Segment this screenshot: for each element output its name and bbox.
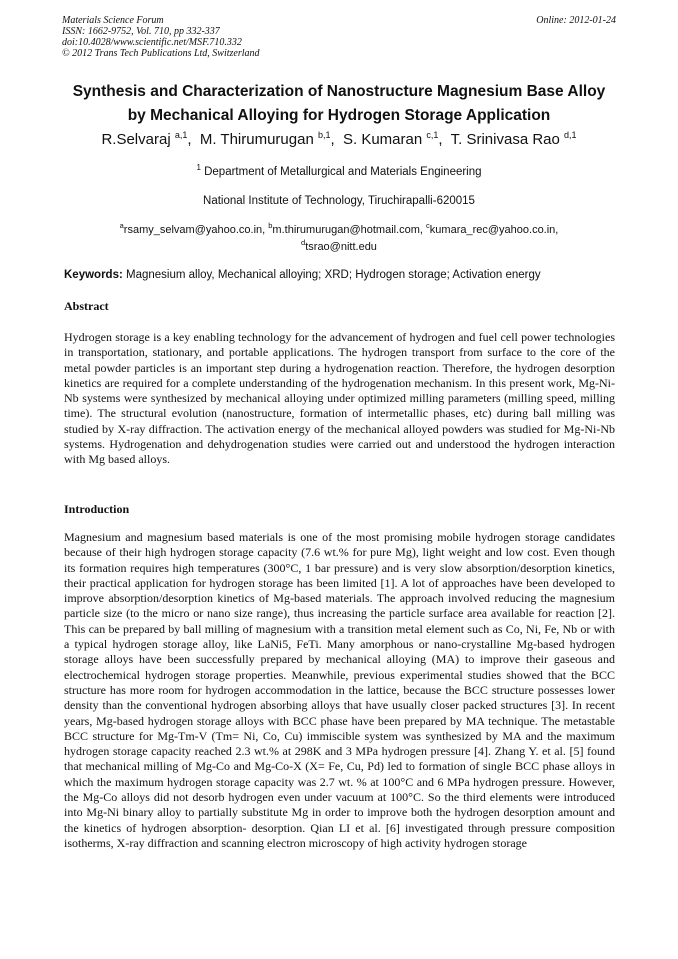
author-superscript: d,1 bbox=[564, 130, 577, 140]
email-superscript: d bbox=[301, 238, 306, 247]
doi-line: doi:10.4028/www.scientific.net/MSF.710.332 bbox=[62, 37, 242, 48]
author-name: M. Thirumurugan bbox=[199, 131, 314, 148]
email-superscript: b bbox=[268, 221, 273, 230]
paper-title bbox=[55, 80, 623, 128]
affiliation-department bbox=[55, 165, 623, 179]
keywords-label: Keywords: bbox=[64, 269, 123, 281]
author-name: T. Srinivasa Rao bbox=[450, 131, 560, 148]
author-emails bbox=[55, 222, 623, 256]
keywords-text: Magnesium alloy, Mechanical alloying; XRD; Hydrogen storage; Activation energy bbox=[126, 269, 541, 281]
journal-name: Materials Science Forum bbox=[62, 15, 164, 26]
email-superscript: a bbox=[119, 221, 124, 230]
keywords-line bbox=[64, 268, 616, 282]
author-name: S. Kumaran bbox=[343, 131, 423, 148]
title-line-2: by Mechanical Alloying for Hydrogen Storage Application bbox=[127, 107, 551, 124]
abstract-body: Hydrogen storage is a key enabling technology for the advancement of hydrogen and fuel cell power technologies in transportation, stationary, and portable applications. The hydrogen transport from surface to the core of the metal powder particles is an important step during a hydrogenation reaction. Therefore, the hydrogen desorption kinetics are required for a complete understanding of the hydrogenation mechanism. In this present work, Mg-Ni-Nb systems were synthesized by mechanical alloying under optimized milling parameters (milling speed, milling time). The structural evolution (nanostructure, formation of intermetallic phases, etc) during ball milling was studied by X-ray diffraction. The activation energy of the mechanical alloyed powders was studied for Mg-Ni-Nb systems. Hydrogenation and dehydrogenation studies were carried out and understood the hydrogen interaction with Mg based alloys. bbox=[64, 330, 615, 467]
email-address[interactable]: tsrao@nitt.edu bbox=[305, 241, 377, 253]
title-line-1: Synthesis and Characterization of Nanostructure Magnesium Base Alloy bbox=[72, 83, 606, 100]
introduction-body: Magnesium and magnesium based materials is one of the most promising mobile hydrogen storage candidates because of their high hydrogen storage capacity (7.6 wt.% for pure Mg), light weight and low cost. Even though its formation requires high temperatures (300°C, 1 bar pressure) and is very slow absorption/desorption kinetics, their practical application for hydrogen storage has been limited [1]. A lot of approaches have been developed to improve absorption/desorption kinetics of Mg-based materials. The approach involved reducing the magnesium particle size (to the micro or nano size range), thus increasing the particle surface area available for reaction [2]. This can be prepared by ball milling of magnesium with a transition metal element such as Co, Ni, Fe, Nb or with a typical hydrogen storage alloy, like LaNi5, FeTi. Many amorphous or nano-crystalline Mg-based hydrogen storage alloys have been successfully prepared by mechanical alloying (MA) to improve their gaseous and electrochemical hydrogen storage properties. Meanwhile, previous experimental studies showed that the BCC structure has more room for hydrogen accommodation in the lattice, because the BCC structure possesses lower density than the conventional hydrogen absorbing alloys that have usually closer packed structures [3]. In recent years, Mg-based hydrogen storage alloys with BCC phase have been prepared by MA technique. The metastable BCC structure for Mg-Tm-V (Tm= Ni, Co, Cu) immiscible system was synthesized by MA and the maximum hydrogen storage capacity reached 2.3 wt.% at 298K and 3 MPa hydrogen pressure [4]. Zhang Y. et al. [5] found that mechanical milling of Mg-Co and Mg-Co-X (X= Fe, Cu, Pd) led to formation of single BCC phase alloys in which the maximum hydrogen storage capacity was 2.7 wt. % at 100°C and 6 MPa hydrogen pressure. However, the Mg-Co alloys did not desorb hydrogen even under vacuum at 100°C. So the third elements were introduced into Mg-Ni binary alloy to partially substitute Mg in order to improve both the hydrogen desorption amount and the kinetics of hydrogen absorption- desorption. Qian LI et al. [6] investigated through pressure composition isotherms, X-ray diffraction and scanning electron microscopy of high activity hydrogen storage bbox=[64, 530, 615, 850]
department-text: Department of Metallurgical and Materials Engineering bbox=[204, 166, 482, 178]
introduction-heading: Introduction bbox=[64, 502, 130, 516]
author-list: R.Selvaraj $^{a,1}$, M. Thirumurugan $^{b,1}$, S. Kumaran $^{c,1}$, T. Srinivasa Rao $^{d,1}$ bbox=[101, 130, 577, 148]
copyright-line: © 2012 Trans Tech Publications Ltd, Switzerland bbox=[62, 48, 260, 59]
journal-metadata bbox=[62, 15, 616, 59]
email-address[interactable]: rsamy_selvam@yahoo.co.in, bbox=[123, 224, 266, 236]
author-superscript: a,1 bbox=[174, 130, 188, 140]
author-name: R.Selvaraj bbox=[101, 131, 171, 148]
author-superscript: b,1 bbox=[317, 130, 331, 140]
email-address[interactable]: kumara_rec@yahoo.co.in, bbox=[429, 224, 559, 236]
issn-line: ISSN: 1662-9752, Vol. 710, pp 332-337 bbox=[62, 26, 220, 37]
email-superscript: c bbox=[426, 221, 430, 230]
author-superscript: c,1 bbox=[426, 130, 439, 140]
email-address[interactable]: m.thirumurugan@hotmail.com, bbox=[272, 224, 423, 236]
affiliation-superscript: 1 bbox=[196, 163, 201, 172]
online-date: Online: 2012-01-24 bbox=[536, 15, 616, 26]
abstract-heading: Abstract bbox=[64, 299, 109, 313]
affiliation-institute: National Institute of Technology, Tiruchirapalli-620015 bbox=[203, 195, 475, 207]
